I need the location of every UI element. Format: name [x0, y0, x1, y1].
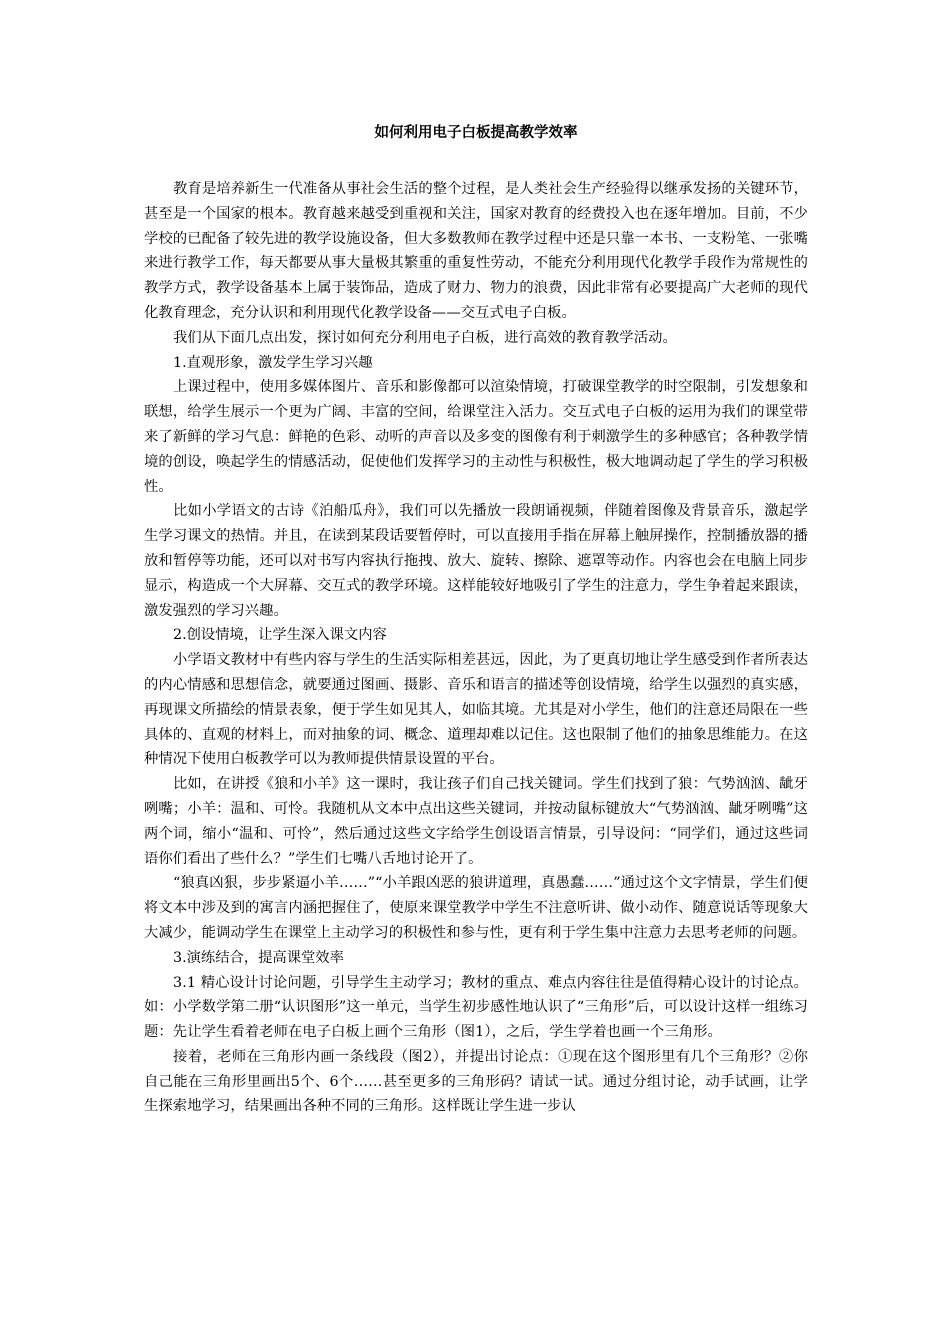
section-heading: 2.创设情境，让学生深入课文内容 — [173, 627, 387, 644]
section-heading: 3.演练结合，提高课堂效率 — [173, 949, 344, 966]
paragraph: 比如小学语文的古诗《泊船瓜舟》，我们可以先播放一段朗诵视频，伴随着图像及背景音乐，激起学生学习课文的热情。并且，在读到某段话要暂停时，可以直接用手指在屏幕上触屏操作，控制播放器的播放和暂停等功能，还可以对书写内容执行拖拽、放大、旋转、擦除、遮罩等动作。内容也会在电脑上同步显示，构造成一个大屏幕、交互式的教学环境。这样能较好地吸引了学生的注意力，学生争着起来跟读，激发强烈的学习兴趣。 — [144, 503, 808, 619]
paragraph: 上课过程中，使用多媒体图片、音乐和影像都可以渲染情境，打破课堂教学的时空限制，引发想象和联想，给学生展示一个更为广阔、丰富的空间，给课堂注入活力。交互式电子白板的运用为我们的课堂带来了新鲜的学习气息：鲜艳的色彩、动听的声音以及多变的图像有利于刺激学生的多种感官；各种教学情境的创设，唤起学生的情感活动，促使他们发挥学习的主动性与积极性，极大地调动起了学生的学习积极性。 — [144, 379, 808, 495]
paragraph: 我们从下面几点出发，探讨如何充分利用电子白板，进行高效的教育教学活动。 — [173, 329, 677, 346]
paragraph: 教育是培养新生一代准备从事社会生活的整个过程，是人类社会生产经验得以继承发扬的关键环节，甚至是一个国家的根本。教育越来越受到重视和关注，国家对教育的经费投入也在逐年增加。目前，不少学校的已配备了较先进的教学设施设备，但大多数教师在教学过程中还是只靠一本书、一支粉笔、一张嘴来进行教学工作，每天都要从事大量极其繁重的重复性劳动，不能充分利用现代化教学手段作为常规性的教学方式，教学设备基本上属于装饰品，造成了财力、物力的浪费，因此非常有必要提高广大老师的现代化教育理念，充分认识和利用现代化教学设备——交互式电子白板。 — [144, 181, 808, 321]
paragraph: 小学语文教材中有些内容与学生的生活实际相差甚远，因此，为了更真切地让学生感受到作者所表达的内心情感和思想信念，就要通过图画、摄影、音乐和语言的描述等创设情境，给学生以强烈的真实感，再现课文所描绘的情景表象，便于学生如见其人，如临其境。尤其是对小学生，他们的注意还局限在一些具体的、直观的材料上，而对抽象的词、概念、道理却难以记住。这也限制了他们的抽象思维能力。在这种情况下使用白板教学可以为教师提供情景设置的平台。 — [144, 652, 808, 768]
paragraph: 比如，在讲授《狼和小羊》这一课时，我让孩子们自己找关键词。学生们找到了狼：气势汹汹、龇牙咧嘴；小羊：温和、可怜。我随机从文本中点出这些关键词，并按动鼠标键放大“气势汹汹、龇牙咧嘴”这两个词，缩小“温和、可怜”，然后通过这些文字给学生创设语言情景，引导设问：“同学们，通过这些词语你们看出了些什么？”学生们七嘴八舌地讨论开了。 — [144, 776, 808, 867]
paragraph: “狼真凶狠，步步紧逼小羊……”“小羊跟凶恶的狼讲道理，真愚蠢……”通过这个文字情景，学生们便将文本中涉及到的寓言内涵把握住了，使原来课堂教学中学生不注意听讲、做小动作、随意说话等现象大大减少，能调动学生在课堂上主动学习的积极性和参与性，更有利于学生集中注意力去思考老师的问题。 — [144, 875, 808, 941]
section-heading: 1.直观形象，激发学生学习兴趣 — [173, 354, 373, 371]
paragraph: 3.1 精心设计讨论问题，引导学生主动学习；教材的重点、难点内容往往是值得精心设计的讨论点。如：小学数学第二册“认识图形”这一单元，当学生初步感性地认识了“三角形”后，可以设计这样一组练习题：先让学生看着老师在电子白板上画个三角形（图1），之后，学生学着也画一个三角形。 — [144, 974, 808, 1041]
document-page — [144, 120, 808, 1119]
paragraph: 接着，老师在三角形内画一条线段（图2），并提出讨论点：①现在这个图形里有几个三角形？②你自己能在三角形里画出5个、6个……甚至更多的三角形码？请试一试。通过分组讨论，动手试画，让学生探索地学习，结果画出各种不同的三角形。这样既让学生进一步认 — [144, 1048, 808, 1115]
document-title: 如何利用电子白板提高教学效率 — [374, 124, 578, 141]
document-body — [144, 177, 808, 1119]
